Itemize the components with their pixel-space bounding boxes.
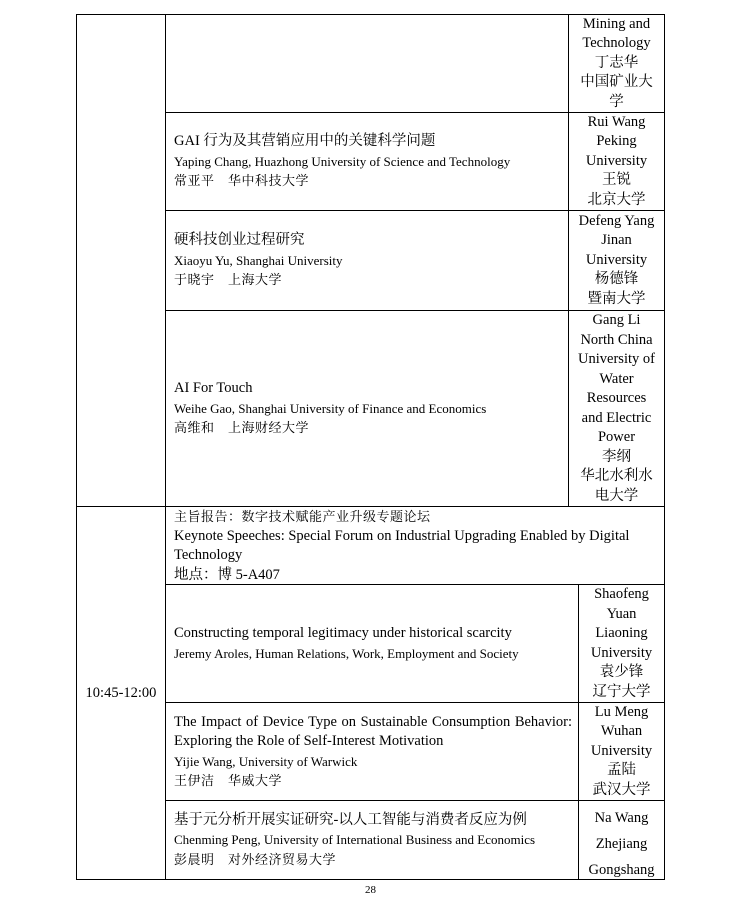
chair-line: 学 (609, 93, 624, 110)
chair-line: 中国矿业大 (580, 74, 653, 91)
chair-line: Gongshang (588, 862, 655, 878)
talk-authors: Jeremy Aroles, Human Relations, Work, Employment and Society (174, 645, 519, 661)
chair-line: Lu Meng (594, 703, 649, 720)
chair-line: 王锐 (602, 172, 631, 189)
talk-authors-cn: 常亚平 华中科技大学 (174, 173, 310, 189)
chair-cell (579, 585, 664, 702)
session-title-en: Keynote Speeches: Special Forum on Industrial Upgrading Enabled by Digital (174, 527, 630, 544)
chair-line: Defeng Yang (578, 212, 655, 229)
chair-line: 辽宁大学 (592, 683, 651, 700)
chair-line: Mining and (582, 15, 651, 32)
table-right-border (664, 14, 665, 880)
chair-line: 李纲 (602, 448, 631, 465)
chair-line: Na Wang (594, 810, 649, 826)
chair-line: University of (578, 351, 655, 367)
chair-line: Zhejiang (595, 836, 648, 852)
chair-cell (569, 15, 664, 112)
talk-cell (166, 113, 568, 210)
talk-authors-cn: 于晓宇 上海大学 (174, 272, 283, 288)
talk-title: 硬科技创业过程研究 (174, 232, 305, 249)
chair-line: Resources (586, 390, 647, 406)
chair-line: University (585, 251, 648, 268)
chair-cell (579, 805, 664, 879)
chair-cell (569, 311, 664, 506)
chair-line: Yuan (606, 605, 637, 622)
session-title-en-cont: Technology (174, 547, 243, 563)
talk-authors: Xiaoyu Yu, Shanghai University (174, 252, 343, 268)
chair-line: and Electric (581, 409, 652, 426)
chair-line: University (590, 644, 653, 661)
session-title-cn: 主旨报告：数字技术赋能产业升级专题论坛 (174, 509, 431, 524)
chair-line: Water (599, 370, 634, 387)
session-time: 10:45-12:00 (85, 684, 157, 701)
chair-line: Wuhan (600, 723, 643, 740)
chair-line: Jinan (601, 232, 632, 249)
talk-authors: Weihe Gao, Shanghai University of Finance and Economics (174, 400, 487, 416)
chair-cell (579, 703, 664, 800)
session-header (166, 507, 664, 584)
chair-line: 丁志华 (594, 54, 639, 71)
chair-cell (569, 113, 664, 210)
chair-line: Liaoning (595, 625, 648, 641)
chair-line: 暨南大学 (587, 290, 646, 307)
session-location: 地点：博 5-A407 (174, 566, 280, 583)
talk-title: The Impact of Device Type on Sustainable Consumption Behavior: Exploring the Role of Self-Interest Motivation (174, 713, 572, 749)
talk-authors: Chenming Peng, University of International Business and Economics (174, 832, 536, 848)
chair-line: 电大学 (594, 487, 639, 504)
talk-cell (166, 311, 568, 506)
talk-cell (166, 585, 578, 702)
chair-line: 孟陆 (607, 762, 636, 779)
talk-authors: Yijie Wang, University of Warwick (174, 753, 358, 769)
chair-cell (569, 211, 664, 310)
page-number: 28 (365, 884, 376, 896)
talk-authors-cn: 高维和 上海财经大学 (174, 420, 310, 436)
chair-line: Gang Li (592, 312, 641, 328)
chair-line: 北京大学 (587, 191, 646, 208)
talk-title: 基于元分析开展实证研究-以人工智能与消费者反应为例 (174, 811, 527, 828)
chair-line: University (590, 742, 653, 759)
chair-line: Power (597, 429, 636, 445)
talk-authors-cn: 彭晨明 对外经济贸易大学 (174, 851, 337, 867)
chair-line: Technology (582, 35, 651, 52)
chair-line: 武汉大学 (592, 781, 651, 798)
chair-line: Rui Wang (587, 113, 646, 130)
talk-title: GAI 行为及其营销应用中的关键科学问题 (174, 133, 436, 150)
table-bottom-border (76, 879, 664, 880)
talk-title: Constructing temporal legitimacy under historical scarcity (174, 625, 512, 641)
chair-line: Peking (596, 133, 637, 150)
chair-line: Shaofeng (594, 586, 649, 602)
chair-line: 华北水利水 (580, 468, 653, 484)
chair-line: North China (580, 331, 653, 348)
talk-cell (166, 703, 578, 800)
chair-line: 杨德锋 (594, 271, 639, 288)
talk-authors: Yaping Chang, Huazhong University of Science and Technology (174, 153, 511, 169)
talk-cell (166, 801, 578, 879)
chair-line: University (585, 152, 648, 169)
talk-authors-cn: 王伊洁 华威大学 (174, 773, 283, 788)
chair-line: 袁少锋 (599, 664, 644, 680)
talk-title: AI For Touch (174, 380, 253, 397)
talk-cell (166, 211, 568, 310)
